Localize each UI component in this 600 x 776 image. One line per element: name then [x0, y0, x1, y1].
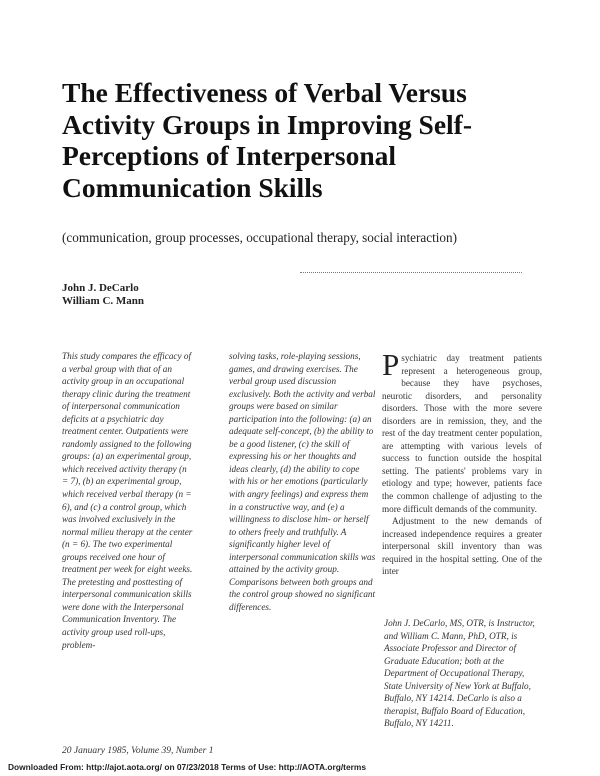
keywords: (communication, group processes, occupational therapy, social interaction)	[62, 230, 457, 245]
drop-cap: P	[382, 347, 400, 382]
page-folio: 20 January 1985, Volume 39, Number 1	[62, 746, 214, 756]
article-title: The Effectiveness of Verbal Versus Activity Groups in Improving Self-Perceptions of Interpersonal Communication Skills	[62, 77, 472, 203]
body-paragraph	[382, 347, 542, 515]
abstract-column-1	[62, 350, 195, 651]
author-name: William C. Mann	[62, 295, 145, 307]
body-column	[382, 347, 542, 578]
author-bio: John J. DeCarlo, MS, OTR, is Instructor, and William C. Mann, PhD, OTR, is Associate Professor and Director of Graduate Education; both at the Department of Occupational Therapy, State University of New York at Buffalo, Buffalo, NY 14214. DeCarlo is also a therapist, Buffalo Board of Education, Buffalo, NY 14211.	[384, 618, 535, 729]
download-notice: Downloaded From: http://ajot.aota.org/ on 07/23/2018 Terms of Use: http://AOTA.org/terms	[8, 762, 366, 772]
abstract-text: This study compares the efficacy of a verbal group with that of an activity group in an occupational therapy clinic during the treatment of interpersonal communication deficits at a psychiatric day treatment center. Outpatients were randomly assigned to the following groups: (a) an experimental group, which received activity therapy (n = 7), (b) an experimental group, which received verbal therapy (n = 6), and (c) a control group, which was involved exclusively in the normal milieu therapy at the center (n = 6). The two experimental groups received one hour of treatment per week for eight weeks. The pretesting and posttesting of interpersonal communication skills were done with the Interpersonal Communication Inventory. The activity group used roll-ups, problem-	[62, 351, 193, 650]
author-list	[62, 282, 144, 308]
section-divider	[300, 272, 522, 273]
body-paragraph: Adjustment to the new demands of increased independence requires a greater interpersonal skill inventory than was required in the hospital setting. One of the inter	[382, 516, 542, 577]
abstract-column-2	[229, 350, 377, 613]
body-text: sychiatric day treatment patients represent a heterogeneous group, because they have psychoses, neurotic disorders, and personality disorders. Those with the more severe disorders are in remission, they, and the rest of the day treatment center population, are attempting with various levels of success to function outside the hospital setting. The patients' problems vary in etiology and type; however, patients face the common challenge of adjusting to the more difficult demands of the community.	[382, 353, 542, 514]
abstract-text: solving tasks, role-playing sessions, games, and drawing exercises. The verbal group used discussion exclusively. Both the activity and verbal groups were based on similar participation into the following: (a) an adequate self-concept, (b) the ability to be a good listener, (c) the skill of expressing his or her thoughts and ideas clearly, (d) the ability to cope with his or her emotions (particularly with angry feelings) and express them in a constructive way, and (e) a willingness to disclose him- or herself to others freely and truthfully. A significantly higher level of interpersonal communication skills was attained by the activity group. Comparisons between both groups and the control group showed no significant differences.	[229, 351, 376, 612]
author-name: John J. DeCarlo	[62, 282, 139, 294]
